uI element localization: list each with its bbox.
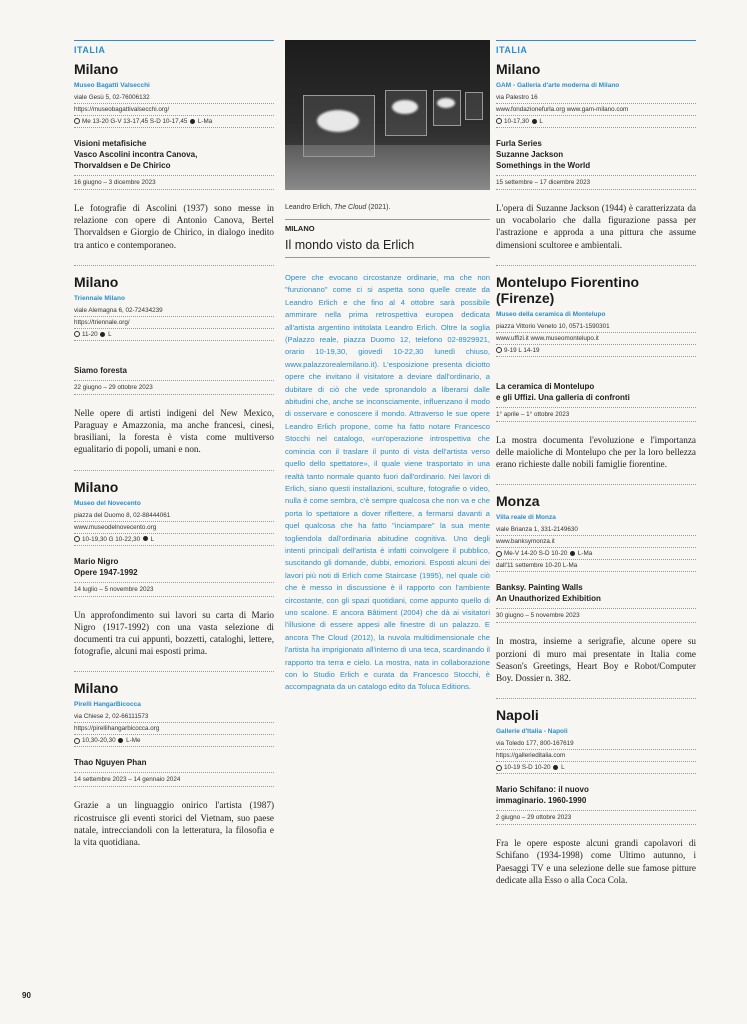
exhibition-dates: 15 settembre – 17 dicembre 2023 <box>496 176 696 190</box>
display-case <box>433 90 461 126</box>
city-heading: Milano <box>74 61 119 77</box>
listing-5 <box>496 61 696 251</box>
city-heading: Monza <box>496 493 540 510</box>
caption-year: (2021). <box>366 204 391 211</box>
caption-author: Leandro Erlich, <box>285 204 335 211</box>
address: viale Brianza 1, 331-2149630 <box>496 524 696 536</box>
exhibition-dates: 14 luglio – 5 novembre 2023 <box>74 583 274 597</box>
photo-caption <box>285 204 490 211</box>
venue-name: Museo della ceramica di Montelupo <box>496 310 606 318</box>
venue-name: Villa reale di Monza <box>496 514 556 522</box>
listing-1 <box>74 61 274 251</box>
closed-days: L-Ma <box>197 118 213 125</box>
address: via Toledo 177, 800-167619 <box>496 738 696 750</box>
exhibition-dates: 14 settembre 2023 – 14 gennaio 2024 <box>74 773 274 787</box>
clock-icon <box>496 347 502 353</box>
exhibition-title: Visioni metafisiche Vasco Ascolini incontra Canova, Thorvaldsen e De Chirico <box>74 138 274 176</box>
website: www.banksymonza.it <box>496 536 696 548</box>
listing-6 <box>496 274 696 471</box>
listing-3 <box>74 479 274 658</box>
closed-days: L <box>108 330 112 338</box>
article-headline: Il mondo visto da Erlich <box>285 238 490 258</box>
opening-hours <box>74 534 274 546</box>
city-heading: Milano <box>496 61 541 77</box>
exhibition-description: In mostra, insieme a serigrafie, alcune opere su porzioni di muro mai presentate in Italia come Season's Greetings, Heart Boy e Robot/Computer Boy. Dossier n. 382. <box>496 636 696 684</box>
closed-days: L <box>561 764 565 772</box>
website: www.museodelnovecento.org <box>74 522 274 534</box>
clock-icon <box>496 118 502 124</box>
website: www.fondazionefurla.org www.gam-milano.com <box>496 104 696 116</box>
opening-hours-secondary: dall'11 settembre 10-20 L-Ma <box>496 560 696 572</box>
venue-name: Gallerie d'Italia - Napoli <box>496 728 568 736</box>
listing-2 <box>74 274 274 456</box>
closed-days: L-Me <box>126 737 141 745</box>
exhibition-title: Siamo foresta <box>74 365 274 381</box>
address: viale Alemagna 6, 02-72434239 <box>74 305 274 317</box>
country-label: ITALIA <box>74 40 274 55</box>
website: https://museobagattivalsecchi.org/ <box>74 104 274 116</box>
city-heading: Milano <box>74 478 119 495</box>
address: piazza del Duomo 8, 02-88444061 <box>74 510 274 522</box>
exhibition-title: Banksy. Painting Walls An Unauthorized Exhibition <box>496 582 696 609</box>
clock-icon <box>496 551 502 557</box>
listing-8 <box>496 707 696 886</box>
exhibition-title: Mario Nigro Opere 1947-1992 <box>74 556 274 583</box>
closed-icon <box>553 765 558 770</box>
cloud-sculpture <box>437 98 455 108</box>
divider <box>496 484 696 485</box>
address: piazza Vittorio Veneto 10, 0571-1590301 <box>496 321 696 333</box>
closed-icon <box>190 119 195 124</box>
exhibition-title: Mario Schifano: il nuovo immaginario. 1960-1990 <box>496 784 696 811</box>
display-case <box>465 92 483 120</box>
divider <box>74 265 274 266</box>
website: https://pirellihangarbicocca.org <box>74 723 274 735</box>
opening-hours <box>74 735 274 747</box>
exhibition-description: Un approfondimento sui lavori su carta di Mario Nigro (1917-1992) con una vasta selezione di documenti tra cui appunti, bozzetti, cataloghi, lettere, fotografie, alcuni mai esposti prima. <box>74 609 274 657</box>
left-column <box>74 40 274 848</box>
exhibition-description: L'opera di Suzanne Jackson (1944) è caratterizzata da un vocabolario che dalla figurazione passa per l'astrazione e approda a una pittura che assume dimensioni scultoree e ambientali. <box>496 203 696 250</box>
city-heading: Milano <box>74 273 119 290</box>
closed-icon <box>100 332 105 337</box>
hours-text: Me-V 14-20 S-D 10-20 <box>504 550 568 558</box>
artwork-photo <box>285 40 490 190</box>
hours-text: 10-17,30 <box>504 118 529 125</box>
venue-name: Triennale Milano <box>74 294 125 302</box>
exhibition-title: Furla Series Suzanne Jackson Somethings in the World <box>496 138 696 176</box>
exhibition-dates: 30 giugno – 5 novembre 2023 <box>496 609 696 623</box>
page-number: 90 <box>22 991 31 1000</box>
opening-hours <box>496 116 696 128</box>
closed-icon <box>570 551 575 556</box>
website: https://triennale.org/ <box>74 317 274 329</box>
opening-hours <box>496 345 696 357</box>
listing-4 <box>74 680 274 848</box>
center-column <box>285 40 490 694</box>
exhibition-title: Thao Nguyen Phan <box>74 757 274 773</box>
exhibition-description: Le fotografie di Ascolini (1937) sono messe in relazione con opere di Antonio Canova, Bertel Thorvaldsen e Giorgio de Chirico, in dialogo inedito tra antico e contemporaneo. <box>74 203 274 250</box>
venue-name: Museo del Novecento <box>74 499 141 507</box>
closed-icon <box>532 119 537 124</box>
cloud-sculpture <box>317 110 359 132</box>
hours-text: 11-20 <box>82 330 98 338</box>
country-label: ITALIA <box>496 40 696 55</box>
opening-hours <box>496 762 696 774</box>
divider <box>496 265 696 266</box>
divider <box>74 470 274 471</box>
opening-hours <box>74 116 274 128</box>
hours-text: 10-19 S-D 10-20 <box>504 764 551 772</box>
closed-icon <box>143 536 148 541</box>
city-heading: Milano <box>74 680 119 697</box>
cloud-sculpture <box>392 100 418 114</box>
exhibition-description: La mostra documenta l'evoluzione e l'importanza delle maioliche di Montelupo che per la loro bellezza erano richieste dalle nobili famiglie fiorentine. <box>496 434 696 470</box>
clock-icon <box>496 765 502 771</box>
hours-text: 10,30-20,30 <box>82 737 116 745</box>
article-kicker: MILANO <box>285 219 490 233</box>
closed-days: L <box>150 535 155 543</box>
clock-icon <box>74 331 80 337</box>
right-column <box>496 40 696 886</box>
clock-icon <box>74 118 80 124</box>
address: via Chiese 2, 02-66111573 <box>74 711 274 723</box>
closed-icon <box>118 738 123 743</box>
website: https://gallerieditalia.com <box>496 750 696 762</box>
clock-icon <box>74 738 80 744</box>
closed-days: L <box>539 118 543 125</box>
hours-text: Me 13-20 G-V 13-17,45 S-D 10-17,45 <box>82 118 188 125</box>
listing-7 <box>496 493 696 684</box>
exhibition-dates: 2 giugno – 29 ottobre 2023 <box>496 811 696 825</box>
website: www.uffizi.it www.museomontelupo.it <box>496 333 696 345</box>
exhibition-title: La ceramica di Montelupo e gli Uffizi. Una galleria di confronti <box>496 381 696 408</box>
exhibition-dates: 22 giugno – 29 ottobre 2023 <box>74 381 274 395</box>
venue-name: GAM - Galleria d'arte moderna di Milano <box>496 82 620 89</box>
address: via Palestro 16 <box>496 92 696 104</box>
hours-text: 9-19 L 14-19 <box>504 346 540 354</box>
opening-hours <box>496 548 696 560</box>
venue-name: Pirelli HangarBicocca <box>74 701 141 709</box>
exhibition-dates: 1° aprile – 1° ottobre 2023 <box>496 408 696 422</box>
article-body: Opere che evocano circostanze ordinarie, ma che non "funzionano" come ci si aspetta sono quelle create da Leandro Erlich e che fino al 4 ottobre sarà possibile ammirare nella prima retrospettiva europea dedicata all'artista argentino intitolata Leandro Erlich. Oltre la soglia (Palazzo reale, piazza Duomo 12, telefono 02-8929921, orario 10-19,30, giovedì 10-22,30 lunedì chiuso, www.palazzorealemilano.it). L'esposizione presenta diciotto opere che invitano il visitatore a deviare dall'ordinario, a dubitare di ciò che vede spronandolo a liberarsi dalle abitudini che, anche se inconsciamente, influenzano il modo di osservare e conoscere il mondo. Attraverso le sue opere Leandro Erlich propone, come ha fatto notare Francesco Stocchi nel catalogo, «un'operazione introspettiva che comincia con il traslare il punto di vista dell'artista verso quello dello spettatore», il quale viene trasportato in una realtà tanto normale quanto fuori dall'ordinario. Nei lavori di Erlich, siano questi installazioni, sculture, fotografie o video, nulla è come sembra, c'è sempre qualcosa che non va e che porta lo spettatore a dover riflettere, a fermarsi davanti a quel qualcosa che ha fatto "inciampare" la sua mente togliendola dall'ordinaria abitudine cognitiva. Uno degli intenti principali dell'artista è infatti coinvolgere il pubblico, suscitando gli domande, dubbi, emozioni. Esposti alcuni dei lavori più noti di Erlich come Staircase (1995), nel quale ciò che è messo in discussione è il rapporto con l'ambiente circostante, con gli spazi quotidiani, come appunto quello di uno scalone. E ancora Bâtiment (2004) che dà ai visitatori l'illusione di essere appesi alle finestre di un palazzo. E ancora The Cloud (2012), la nuvola multidimensionale che l'artista ha imprigionato all'interno di una teca, scardinando il rapporto tra terra e cielo. La mostra, nata in collaborazione con lo Studio Erlich e curata da Francesco Stocchi, è accompagnata da un catalogo edito da Toluca Editions. <box>285 273 490 692</box>
opening-hours <box>74 329 274 341</box>
divider <box>496 698 696 699</box>
city-heading: Napoli <box>496 707 539 724</box>
city-heading: Montelupo Fiorentino (Firenze) <box>496 273 640 306</box>
exhibition-dates: 16 giugno – 3 dicembre 2023 <box>74 176 274 190</box>
hours-text: 10-19,30 G 10-22,30 <box>82 535 141 543</box>
closed-days: L-Ma <box>577 550 593 558</box>
exhibition-description: Fra le opere esposte alcuni grandi capolavori di Schifano (1934-1998) come Ultimo autunno, i Paesaggi TV e una selezione delle sue famose pitture dedicate alla Esso o alla Coca Cola. <box>496 838 696 885</box>
exhibition-description: Nelle opere di artisti indigeni del New Mexico, Paraguay e Amazzonia, ma anche francesi, cinesi, brasiliani, la foresta è vista come multiverso egualitario di popoli, umani e non. <box>74 407 274 455</box>
address: viale Gesù 5, 02-76006132 <box>74 92 274 104</box>
clock-icon <box>74 536 80 542</box>
divider <box>74 671 274 672</box>
venue-name: Museo Bagatti Valsecchi <box>74 82 150 89</box>
caption-title: The Cloud <box>334 204 367 211</box>
exhibition-description: Grazie a un linguaggio onirico l'artista (1987) ricostruisce gli eventi storici del Vietnam, suo paese natale, intrecciandoli con la letteratura, la filosofia e la vita quotidiana. <box>74 800 274 848</box>
